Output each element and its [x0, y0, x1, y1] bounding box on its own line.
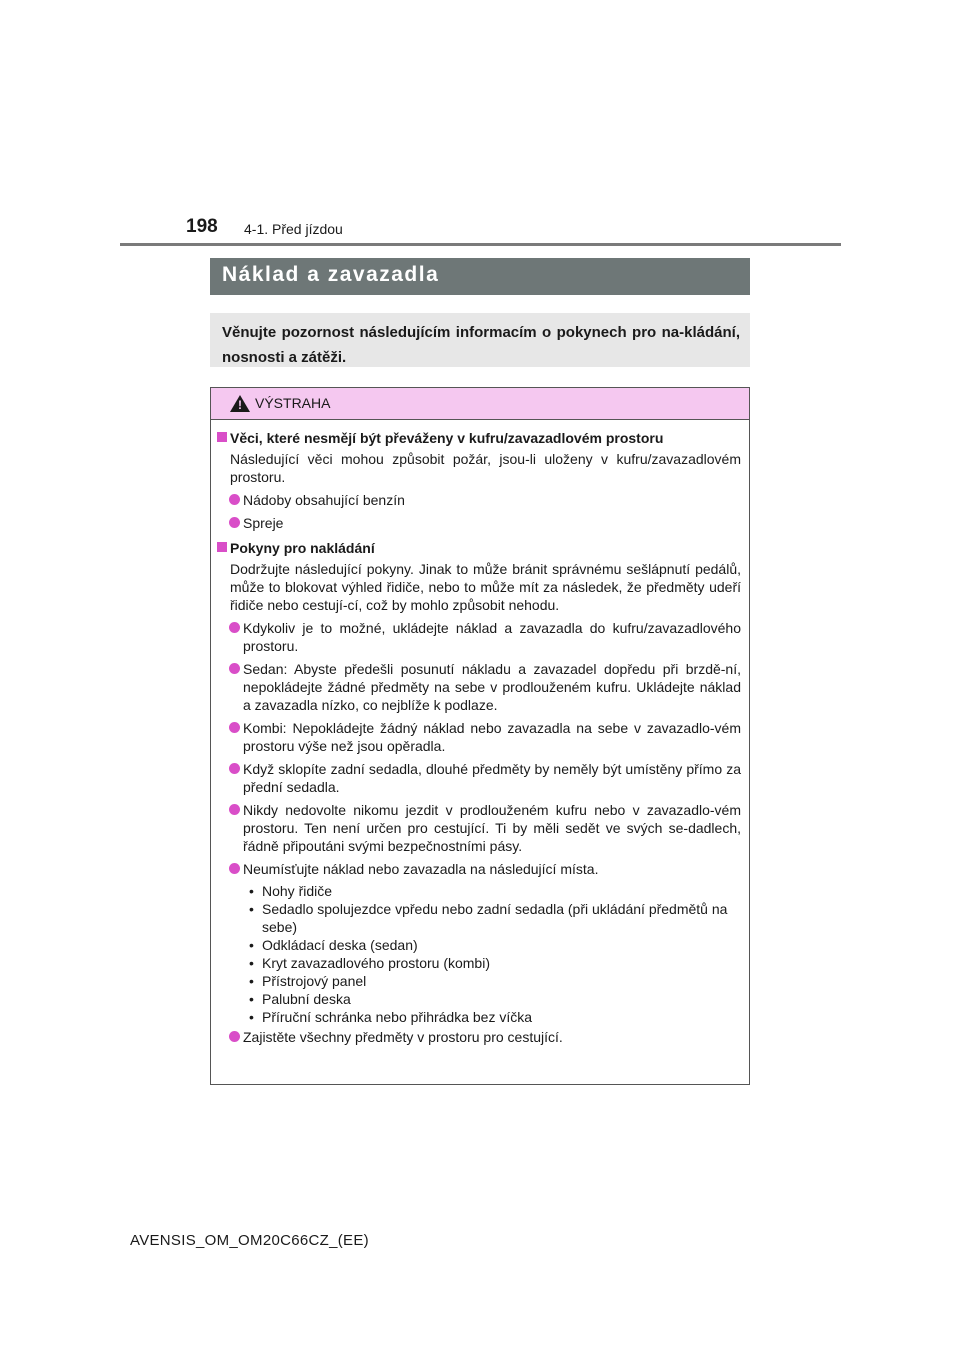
round-bullet-icon: [229, 763, 240, 774]
section-label: 4-1. Před jízdou: [244, 221, 343, 237]
section-heading: Pokyny pro nakládání: [217, 539, 741, 557]
header-divider: [120, 243, 841, 246]
list-item: Zajistěte všechny předměty v prostoru pro cestující.: [217, 1028, 741, 1046]
list-item: Když sklopíte zadní sedadla, dlouhé předměty by neměly být umístěny přímo za přední sedadla.: [217, 760, 741, 796]
warning-label: VÝSTRAHA: [255, 395, 331, 411]
place-item: • Kryt zavazadlového prostoru (kombi): [249, 955, 490, 971]
list-item: Neumísťujte náklad nebo zavazadla na následující místa.: [217, 860, 741, 878]
place-item: • Nohy řidiče: [249, 883, 333, 899]
list-item: Nádoby obsahující benzín: [217, 491, 741, 509]
round-bullet-icon: [229, 494, 240, 505]
warning-triangle-icon: !: [230, 395, 250, 412]
place-item: • Palubní deska: [249, 991, 351, 1007]
page-title: Náklad a zavazadla: [210, 258, 750, 295]
place-item: • Příruční schránka nebo přihrádka bez víčka: [249, 1009, 533, 1025]
warning-box: [210, 387, 750, 1085]
list-item: Kdykoliv je to možné, ukládejte náklad a zavazadla do kufru/zavazadlového prostoru.: [217, 619, 741, 655]
list-item: Kombi: Nepokládejte žádný náklad nebo zavazadla na sebe v zavazadlo-vém prostoru výše než jsou opěradla.: [217, 719, 741, 755]
round-bullet-icon: [229, 804, 240, 815]
warning-body: [211, 420, 749, 1046]
round-bullet-icon: [229, 722, 240, 733]
round-bullet-icon: [229, 517, 240, 528]
square-bullet-icon: [217, 432, 227, 442]
list-item: Sedan: Abyste předešli posunutí nákladu a zavazadel dopředu při brzdě-ní, nepokládejte žádné předměty na sebe v prodlouženém kufru. Ukládejte náklad a zavazadla nízko, co nejblíže k podlaze.: [217, 660, 741, 714]
round-bullet-icon: [229, 863, 240, 874]
intro-text: Věnujte pozornost následujícím informacím o pokynech pro na-kládání, nosnosti a zátěži.: [222, 324, 740, 366]
round-bullet-icon: [229, 1031, 240, 1042]
place-item: • Sedadlo spolujezdce vpředu nebo zadní sedadla (při ukládání předmětů na sebe): [249, 901, 728, 935]
intro-box: [210, 313, 750, 367]
page-number: 198: [186, 216, 218, 237]
places-list: [217, 882, 741, 1026]
round-bullet-icon: [229, 663, 240, 674]
square-bullet-icon: [217, 542, 227, 552]
list-item: Nikdy nedovolte nikomu jezdit v prodlouženém kufru nebo v zavazadlo-vém prostoru. Ten není určen pro cestující. Ti by měli sedět ve svých se-dadlech, řádně připoutáni svými bezpečnostními pásy.: [217, 801, 741, 855]
warning-header: [211, 388, 749, 420]
round-bullet-icon: [229, 622, 240, 633]
section-heading: Věci, které nesmějí být převáženy v kufru/zavazadlovém prostoru: [217, 429, 741, 447]
section-text: Dodržujte následující pokyny. Jinak to může bránit správnému sešlápnutí pedálů, může to blokovat výhled řidiče, nebo to může mít za následek, že předměty udeří řidiče nebo cestují-cí, což by mohlo způsobit nehodu.: [230, 561, 741, 613]
section-text: Následující věci mohou způsobit požár, jsou-li uloženy v kufru/zavazadlovém prostoru.: [230, 451, 741, 485]
place-item: • Přístrojový panel: [249, 973, 367, 989]
place-item: • Odkládací deska (sedan): [249, 937, 418, 953]
list-item: Spreje: [217, 514, 741, 532]
document-footer: AVENSIS_OM_OM20C66CZ_(EE): [130, 1232, 369, 1249]
